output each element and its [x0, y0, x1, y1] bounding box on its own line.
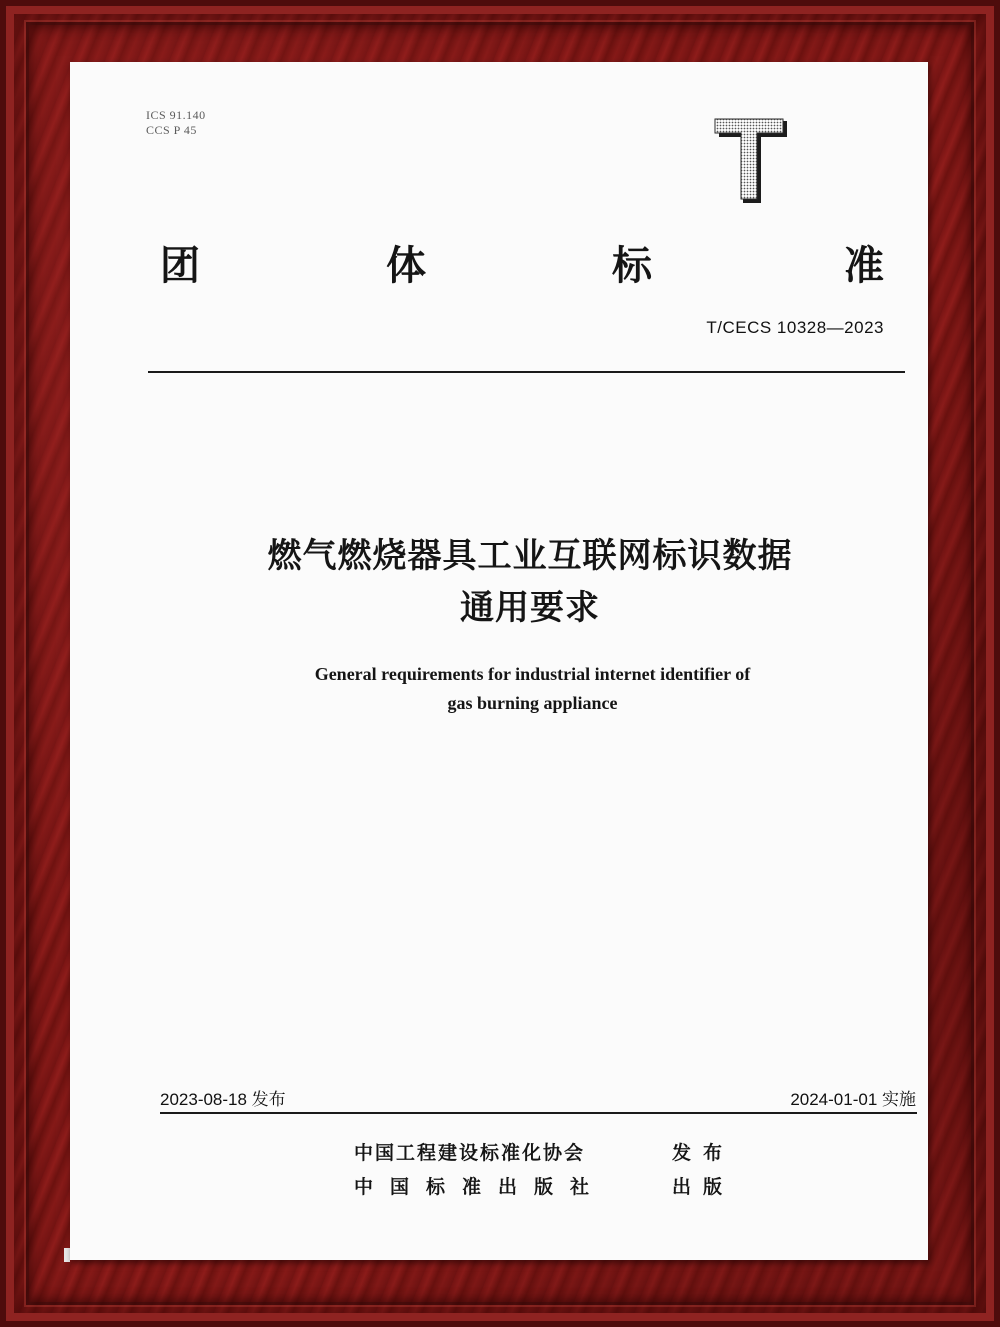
publisher-row-2: [354, 1172, 734, 1202]
publisher-role-1: 发布: [672, 1142, 735, 1164]
ccs-code: CCS P 45: [146, 123, 197, 137]
title-en-line-2: gas burning appliance: [447, 693, 618, 713]
type-char-2: 体: [386, 243, 426, 289]
classification-codes: [146, 108, 206, 138]
standard-number: T/CECS 10328—2023: [706, 318, 884, 337]
publisher-row-1: [354, 1138, 734, 1168]
type-char-4: 准: [844, 243, 884, 289]
ics-code: ICS 91.140: [146, 108, 206, 122]
publisher-role-2: 出版: [672, 1176, 735, 1198]
title-english: [180, 660, 885, 718]
title-en-line-1: General requirements for industrial internet identifier of: [314, 664, 751, 684]
publisher-org-1: 中国工程建设标准化协会: [354, 1142, 586, 1164]
title-cn-line-1: 燃气燃烧器具工业互联网标识数据: [267, 536, 793, 576]
title-chinese: [120, 530, 940, 634]
title-cn-line-2: 通用要求: [460, 588, 600, 628]
document-type-heading: [160, 234, 892, 294]
type-char-3: 标: [612, 243, 652, 289]
implementation-date: 2024-01-01 实施: [790, 1090, 916, 1109]
header-divider: [148, 371, 905, 373]
issue-date: 2023-08-18 发布: [160, 1090, 286, 1109]
type-char-1: 团: [160, 243, 200, 289]
footer-divider: [160, 1112, 917, 1114]
standard-mark-t: [713, 115, 789, 205]
publisher-org-2: 中国标准出版社: [354, 1176, 607, 1198]
